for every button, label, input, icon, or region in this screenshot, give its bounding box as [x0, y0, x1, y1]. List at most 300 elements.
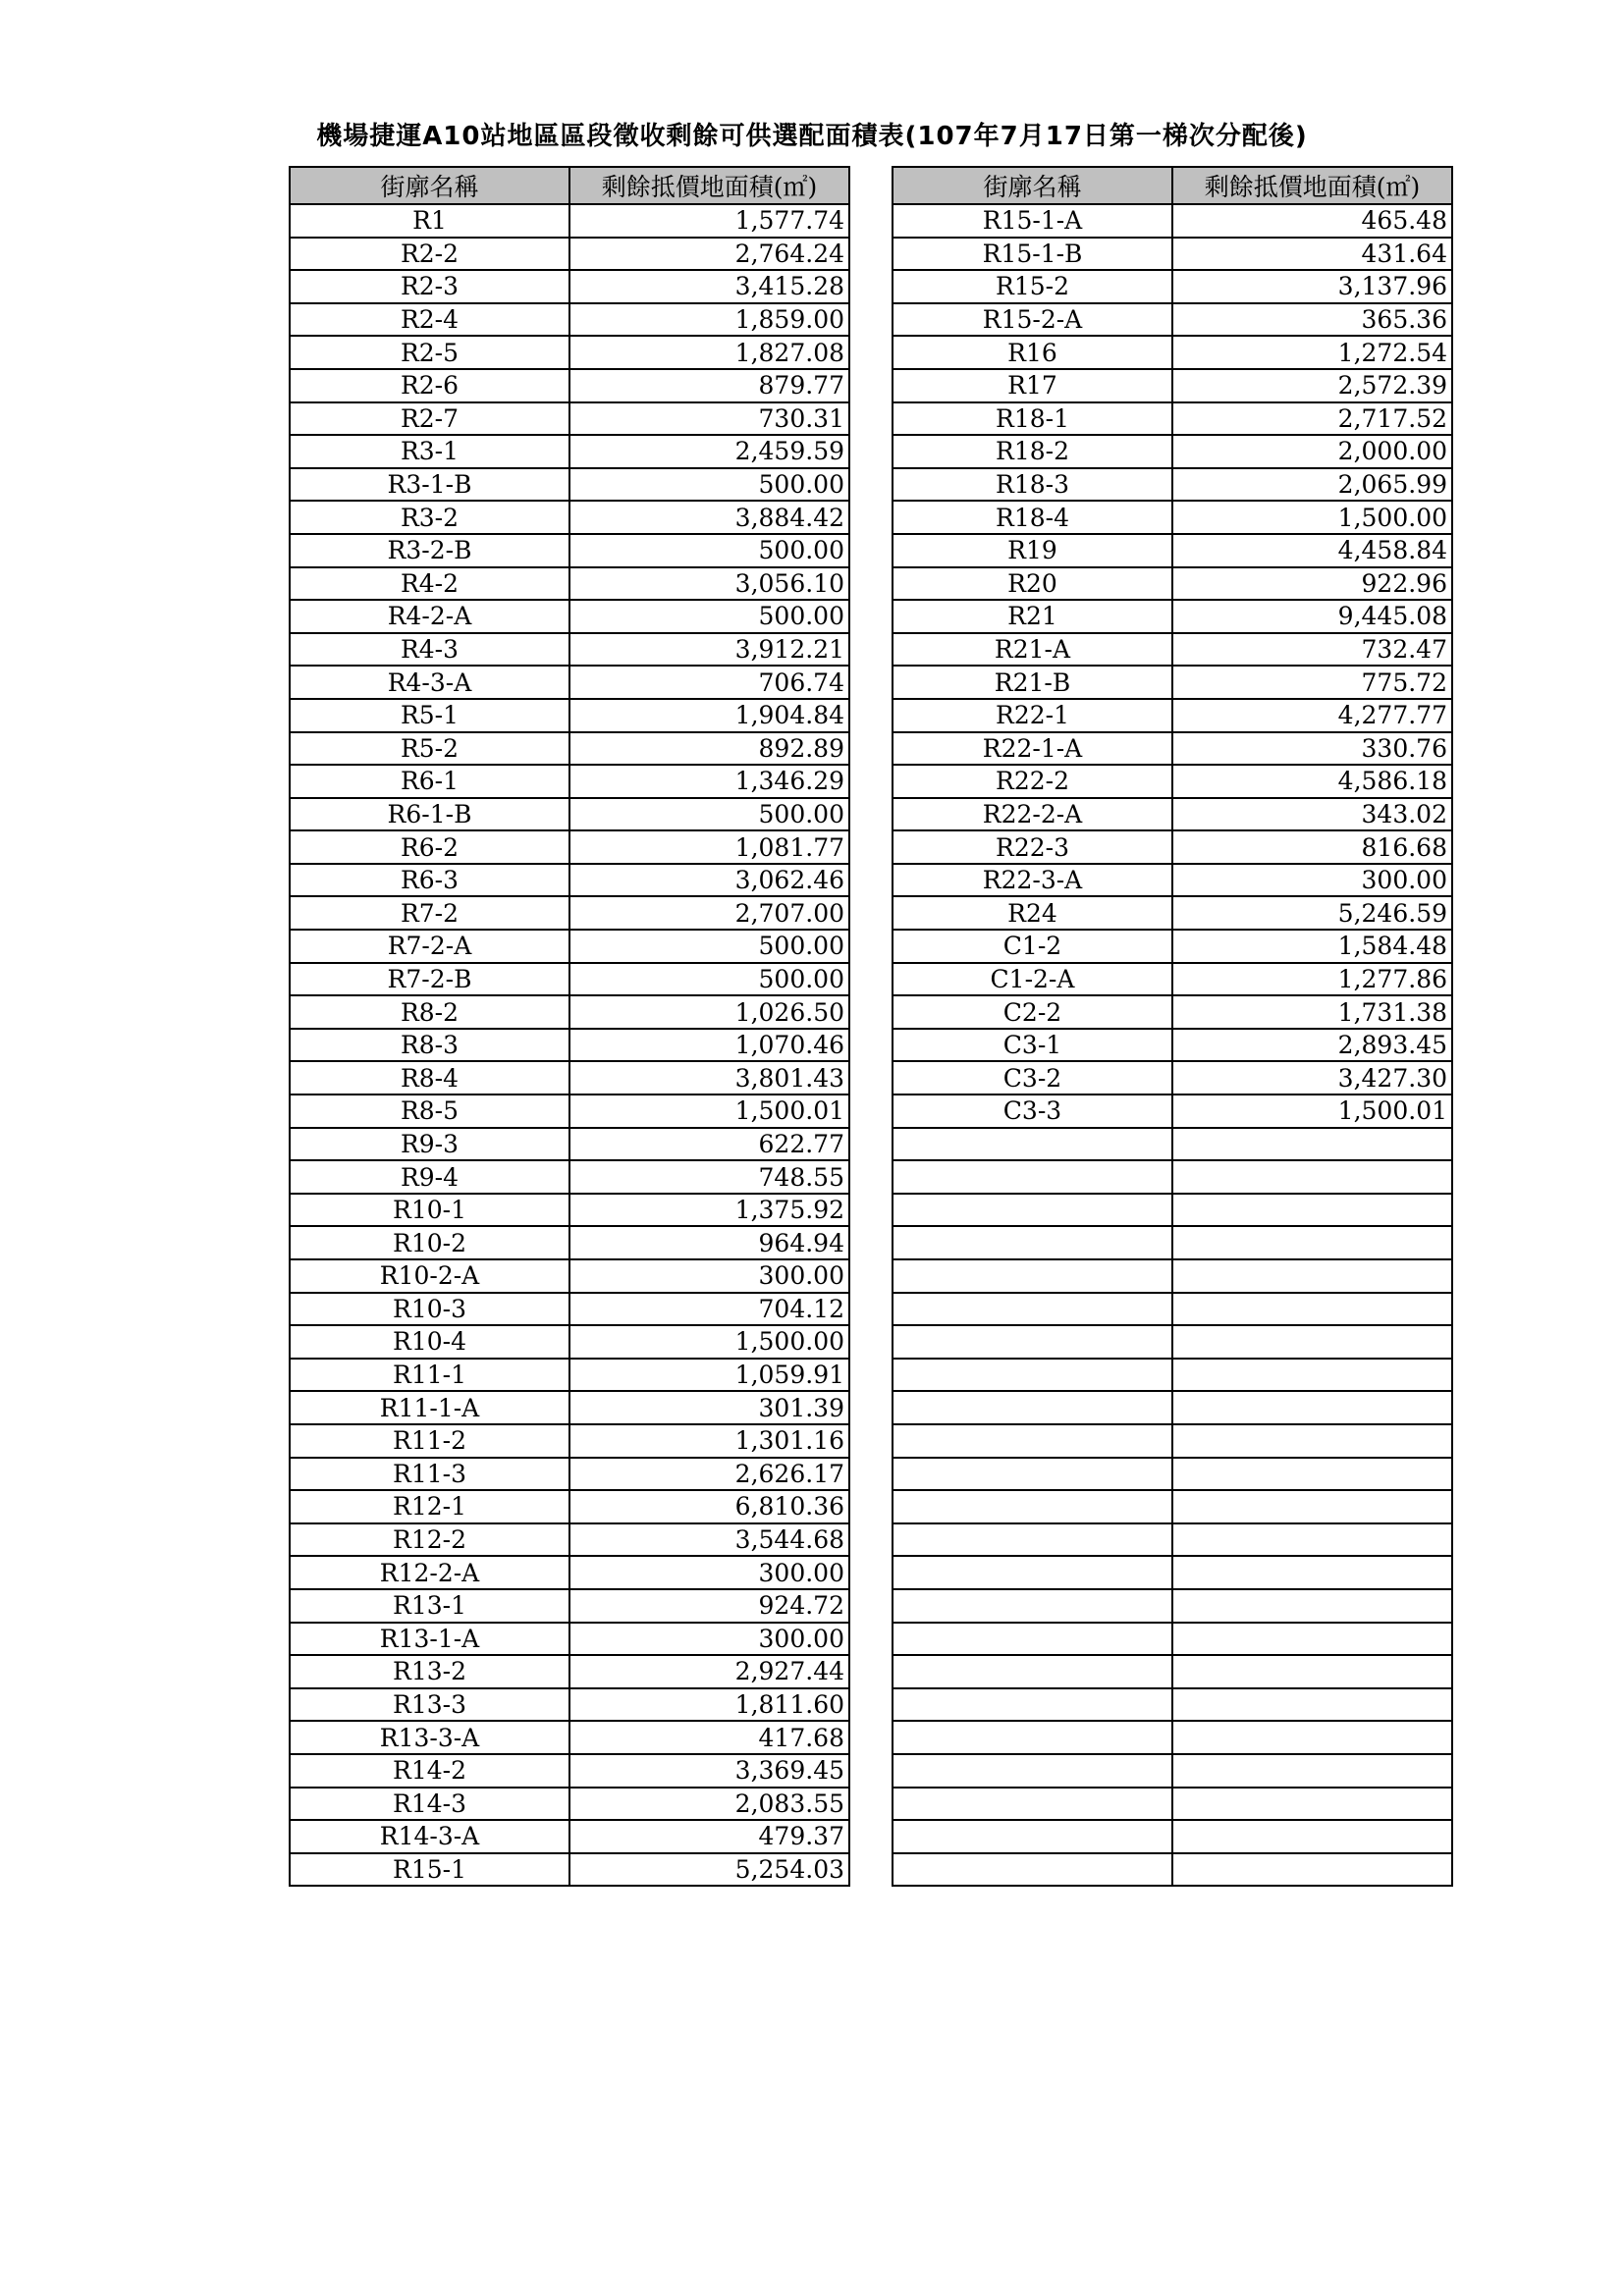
table-row	[893, 1029, 1452, 1062]
remaining-area-cell: 1,301.16	[569, 1424, 849, 1458]
remaining-area-cell: 365.36	[1172, 303, 1452, 337]
block-name-cell: R2-5	[290, 336, 569, 369]
block-name-cell: R9-3	[290, 1128, 569, 1161]
block-name-cell: R10-2	[290, 1226, 569, 1259]
table-row	[893, 1259, 1452, 1293]
block-name-cell: R4-3-A	[290, 666, 569, 699]
table-row	[290, 534, 849, 567]
remaining-area-cell: 9,445.08	[1172, 600, 1452, 633]
table-row	[893, 1391, 1452, 1424]
table-row	[893, 830, 1452, 864]
block-name-cell	[893, 1688, 1172, 1722]
table-row	[893, 1194, 1452, 1227]
block-name-cell	[893, 1458, 1172, 1491]
block-name-cell: R10-1	[290, 1194, 569, 1227]
block-name-cell: R8-4	[290, 1061, 569, 1095]
block-name-cell	[893, 1160, 1172, 1194]
table-row	[290, 1259, 849, 1293]
remaining-area-cell: 330.76	[1172, 732, 1452, 766]
table-row	[893, 468, 1452, 502]
block-name-cell: R17	[893, 369, 1172, 402]
remaining-area-cell: 1,904.84	[569, 699, 849, 732]
table-row	[893, 798, 1452, 831]
remaining-area-cell: 2,626.17	[569, 1458, 849, 1491]
remaining-area-cell: 704.12	[569, 1293, 849, 1326]
table-row	[893, 303, 1452, 337]
table-row	[893, 1589, 1452, 1623]
table-row	[893, 204, 1452, 238]
table-row	[290, 830, 849, 864]
remaining-area-cell: 300.00	[569, 1623, 849, 1656]
block-name-cell: R13-1	[290, 1589, 569, 1623]
remaining-area-cell: 2,459.59	[569, 435, 849, 468]
remaining-area-cell: 2,707.00	[569, 896, 849, 930]
header-block-name: 街廓名稱	[893, 167, 1172, 204]
block-name-cell: R2-3	[290, 270, 569, 303]
table-row	[290, 1754, 849, 1788]
remaining-area-cell: 3,884.42	[569, 501, 849, 534]
table-row	[893, 1095, 1452, 1128]
table-row	[290, 1556, 849, 1589]
block-name-cell: R12-1	[290, 1490, 569, 1523]
table-row	[893, 633, 1452, 667]
table-row	[290, 1788, 849, 1821]
table-row	[893, 238, 1452, 271]
block-name-cell: R4-2-A	[290, 600, 569, 633]
remaining-area-cell: 1,500.00	[1172, 501, 1452, 534]
remaining-area-cell: 500.00	[569, 534, 849, 567]
remaining-area-cell: 500.00	[569, 600, 849, 633]
table-row	[290, 1688, 849, 1722]
remaining-area-cell: 3,415.28	[569, 270, 849, 303]
remaining-area-cell: 2,000.00	[1172, 435, 1452, 468]
block-name-cell: R8-2	[290, 995, 569, 1029]
table-row	[893, 1293, 1452, 1326]
remaining-area-cell	[1172, 1458, 1452, 1491]
block-name-cell: C3-3	[893, 1095, 1172, 1128]
block-name-cell: R11-2	[290, 1424, 569, 1458]
table-row	[290, 468, 849, 502]
remaining-area-cell	[1172, 1226, 1452, 1259]
block-name-cell	[893, 1226, 1172, 1259]
table-row	[290, 732, 849, 766]
remaining-area-cell: 622.77	[569, 1128, 849, 1161]
remaining-area-cell: 1,277.86	[1172, 963, 1452, 996]
block-name-cell	[893, 1589, 1172, 1623]
block-name-cell: R3-1	[290, 435, 569, 468]
block-name-cell: R6-2	[290, 830, 569, 864]
block-name-cell: R7-2-B	[290, 963, 569, 996]
block-name-cell	[893, 1853, 1172, 1887]
block-name-cell: R3-2-B	[290, 534, 569, 567]
table-row	[290, 1160, 849, 1194]
remaining-area-cell	[1172, 1655, 1452, 1688]
remaining-area-cell	[1172, 1523, 1452, 1557]
table-row	[893, 435, 1452, 468]
block-name-cell: R14-3	[290, 1788, 569, 1821]
block-name-cell: R22-1	[893, 699, 1172, 732]
table-row	[290, 1424, 849, 1458]
block-name-cell	[893, 1293, 1172, 1326]
block-name-cell: R18-4	[893, 501, 1172, 534]
remaining-area-cell	[1172, 1359, 1452, 1392]
block-name-cell	[893, 1359, 1172, 1392]
table-row	[893, 402, 1452, 436]
remaining-area-cell	[1172, 1490, 1452, 1523]
block-name-cell: R21-A	[893, 633, 1172, 667]
remaining-area-cell: 1,026.50	[569, 995, 849, 1029]
remaining-area-cell: 3,427.30	[1172, 1061, 1452, 1095]
remaining-area-cell: 1,500.01	[569, 1095, 849, 1128]
remaining-area-cell: 879.77	[569, 369, 849, 402]
block-name-cell: R22-1-A	[893, 732, 1172, 766]
remaining-area-cell: 500.00	[569, 930, 849, 963]
block-name-cell: R22-2	[893, 765, 1172, 798]
table-row	[290, 798, 849, 831]
block-name-cell: C3-2	[893, 1061, 1172, 1095]
table-row	[893, 270, 1452, 303]
block-name-cell: R2-7	[290, 402, 569, 436]
remaining-area-cell: 775.72	[1172, 666, 1452, 699]
block-name-cell	[893, 1754, 1172, 1788]
table-row	[893, 501, 1452, 534]
remaining-area-cell: 301.39	[569, 1391, 849, 1424]
block-name-cell: R18-3	[893, 468, 1172, 502]
block-name-cell: R2-2	[290, 238, 569, 271]
table-row	[290, 501, 849, 534]
remaining-area-cell: 1,346.29	[569, 765, 849, 798]
table-row	[893, 1490, 1452, 1523]
remaining-area-cell: 2,717.52	[1172, 402, 1452, 436]
table-row	[893, 1325, 1452, 1359]
remaining-area-cell: 1,731.38	[1172, 995, 1452, 1029]
block-name-cell: R7-2	[290, 896, 569, 930]
remaining-area-cell: 1,811.60	[569, 1688, 849, 1722]
table-row	[290, 1853, 849, 1887]
table-row	[893, 864, 1452, 897]
block-name-cell: R10-4	[290, 1325, 569, 1359]
table-row	[893, 1523, 1452, 1557]
table-row	[290, 1523, 849, 1557]
remaining-area-cell	[1172, 1853, 1452, 1887]
remaining-area-cell: 1,059.91	[569, 1359, 849, 1392]
table-row	[893, 1226, 1452, 1259]
remaining-area-cell: 2,764.24	[569, 238, 849, 271]
table-row	[893, 1359, 1452, 1392]
block-name-cell: R6-1-B	[290, 798, 569, 831]
remaining-area-cell: 4,277.77	[1172, 699, 1452, 732]
table-row	[290, 1128, 849, 1161]
block-name-cell	[893, 1325, 1172, 1359]
table-row	[290, 896, 849, 930]
table-row	[290, 1095, 849, 1128]
remaining-area-cell: 4,586.18	[1172, 765, 1452, 798]
table-row	[893, 1853, 1452, 1887]
remaining-area-cell	[1172, 1325, 1452, 1359]
table-row	[290, 204, 849, 238]
block-name-cell: R13-2	[290, 1655, 569, 1688]
remaining-area-cell	[1172, 1721, 1452, 1754]
block-name-cell: R6-1	[290, 765, 569, 798]
table-row	[290, 1820, 849, 1853]
block-name-cell: R11-3	[290, 1458, 569, 1491]
remaining-area-cell: 479.37	[569, 1820, 849, 1853]
table-row	[290, 963, 849, 996]
remaining-area-cell: 5,246.59	[1172, 896, 1452, 930]
block-name-cell: R9-4	[290, 1160, 569, 1194]
table-row	[893, 534, 1452, 567]
block-name-cell	[893, 1259, 1172, 1293]
remaining-area-cell: 465.48	[1172, 204, 1452, 238]
table-row	[893, 995, 1452, 1029]
table-row	[893, 1556, 1452, 1589]
remaining-area-cell	[1172, 1194, 1452, 1227]
remaining-area-cell: 732.47	[1172, 633, 1452, 667]
remaining-area-cell	[1172, 1128, 1452, 1161]
block-name-cell: R14-3-A	[290, 1820, 569, 1853]
table-row	[290, 995, 849, 1029]
table-row	[290, 1589, 849, 1623]
block-name-cell: R10-3	[290, 1293, 569, 1326]
block-name-cell: R3-1-B	[290, 468, 569, 502]
block-name-cell: R20	[893, 567, 1172, 601]
table-row	[290, 699, 849, 732]
remaining-area-cell: 730.31	[569, 402, 849, 436]
block-name-cell	[893, 1128, 1172, 1161]
block-name-cell: R11-1-A	[290, 1391, 569, 1424]
block-name-cell: R5-2	[290, 732, 569, 766]
remaining-area-cell: 1,375.92	[569, 1194, 849, 1227]
block-name-cell	[893, 1820, 1172, 1853]
block-name-cell: R8-5	[290, 1095, 569, 1128]
table-row	[290, 930, 849, 963]
remaining-area-cell: 3,369.45	[569, 1754, 849, 1788]
table-row	[290, 567, 849, 601]
block-name-cell: R7-2-A	[290, 930, 569, 963]
block-name-cell	[893, 1424, 1172, 1458]
remaining-area-cell	[1172, 1259, 1452, 1293]
block-name-cell: R12-2-A	[290, 1556, 569, 1589]
remaining-area-cell: 1,070.46	[569, 1029, 849, 1062]
table-row	[893, 1688, 1452, 1722]
table-row	[893, 1160, 1452, 1194]
remaining-area-cell	[1172, 1293, 1452, 1326]
block-name-cell: C2-2	[893, 995, 1172, 1029]
remaining-area-cell: 3,912.21	[569, 633, 849, 667]
table-row	[290, 1391, 849, 1424]
table-row	[893, 1721, 1452, 1754]
table-row	[290, 666, 849, 699]
table-row	[290, 1061, 849, 1095]
remaining-area-cell: 1,500.01	[1172, 1095, 1452, 1128]
table-row	[290, 435, 849, 468]
block-name-cell: R15-1-B	[893, 238, 1172, 271]
block-name-cell	[893, 1194, 1172, 1227]
remaining-area-cell	[1172, 1788, 1452, 1821]
block-name-cell: R11-1	[290, 1359, 569, 1392]
remaining-area-cell	[1172, 1391, 1452, 1424]
remaining-area-cell: 964.94	[569, 1226, 849, 1259]
remaining-area-cell: 1,081.77	[569, 830, 849, 864]
table-row	[290, 1029, 849, 1062]
remaining-area-cell: 4,458.84	[1172, 534, 1452, 567]
block-name-cell	[893, 1788, 1172, 1821]
block-name-cell: R4-3	[290, 633, 569, 667]
remaining-area-cell: 417.68	[569, 1721, 849, 1754]
table-row	[893, 1655, 1452, 1688]
remaining-area-cell: 6,810.36	[569, 1490, 849, 1523]
block-name-cell: R22-3-A	[893, 864, 1172, 897]
remaining-area-cell	[1172, 1556, 1452, 1589]
block-name-cell: R1	[290, 204, 569, 238]
table-row	[893, 1623, 1452, 1656]
table-row	[290, 270, 849, 303]
remaining-area-cell: 816.68	[1172, 830, 1452, 864]
remaining-area-cell	[1172, 1754, 1452, 1788]
remaining-area-cell: 343.02	[1172, 798, 1452, 831]
block-name-cell: C1-2	[893, 930, 1172, 963]
block-name-cell: R15-2-A	[893, 303, 1172, 337]
block-name-cell: R22-2-A	[893, 798, 1172, 831]
remaining-area-cell	[1172, 1623, 1452, 1656]
table-row	[290, 402, 849, 436]
remaining-area-cell: 300.00	[569, 1259, 849, 1293]
remaining-area-cell: 748.55	[569, 1160, 849, 1194]
table-row	[290, 1325, 849, 1359]
block-name-cell: R3-2	[290, 501, 569, 534]
block-name-cell	[893, 1490, 1172, 1523]
block-name-cell: R15-2	[893, 270, 1172, 303]
block-name-cell: R18-2	[893, 435, 1172, 468]
header-remaining-area: 剩餘抵價地面積(㎡)	[569, 167, 849, 204]
block-name-cell: R6-3	[290, 864, 569, 897]
table-row	[893, 1754, 1452, 1788]
block-name-cell: R10-2-A	[290, 1259, 569, 1293]
block-name-cell: R13-3-A	[290, 1721, 569, 1754]
remaining-area-cell: 1,827.08	[569, 336, 849, 369]
block-name-cell: R16	[893, 336, 1172, 369]
remaining-area-cell: 500.00	[569, 468, 849, 502]
table-row	[290, 238, 849, 271]
block-name-cell: R21	[893, 600, 1172, 633]
block-name-cell: R24	[893, 896, 1172, 930]
remaining-area-cell: 924.72	[569, 1589, 849, 1623]
remaining-area-cell: 500.00	[569, 798, 849, 831]
remaining-area-cell: 3,137.96	[1172, 270, 1452, 303]
block-name-cell	[893, 1391, 1172, 1424]
block-name-cell: R21-B	[893, 666, 1172, 699]
table-row	[290, 864, 849, 897]
table-row	[290, 1226, 849, 1259]
remaining-area-cell: 2,065.99	[1172, 468, 1452, 502]
table-row	[893, 567, 1452, 601]
block-name-cell: R12-2	[290, 1523, 569, 1557]
table-row	[893, 896, 1452, 930]
table-row	[290, 633, 849, 667]
table-row	[893, 666, 1452, 699]
remaining-area-cell: 2,893.45	[1172, 1029, 1452, 1062]
remaining-area-cell	[1172, 1589, 1452, 1623]
table-row	[290, 1194, 849, 1227]
remaining-area-table-left	[289, 166, 850, 1887]
header-remaining-area: 剩餘抵價地面積(㎡)	[1172, 167, 1452, 204]
block-name-cell	[893, 1623, 1172, 1656]
block-name-cell: R5-1	[290, 699, 569, 732]
table-row	[893, 765, 1452, 798]
remaining-area-cell: 1,859.00	[569, 303, 849, 337]
table-row	[893, 732, 1452, 766]
table-row	[893, 369, 1452, 402]
block-name-cell	[893, 1556, 1172, 1589]
table-row	[290, 303, 849, 337]
block-name-cell	[893, 1655, 1172, 1688]
block-name-cell: R15-1-A	[893, 204, 1172, 238]
table-row	[290, 1490, 849, 1523]
remaining-area-cell: 2,927.44	[569, 1655, 849, 1688]
block-name-cell: R15-1	[290, 1853, 569, 1887]
remaining-area-cell: 2,572.39	[1172, 369, 1452, 402]
table-row	[290, 1293, 849, 1326]
remaining-area-cell: 3,544.68	[569, 1523, 849, 1557]
block-name-cell: R2-6	[290, 369, 569, 402]
block-name-cell: R18-1	[893, 402, 1172, 436]
table-row	[290, 765, 849, 798]
table-row	[893, 963, 1452, 996]
table-row	[893, 336, 1452, 369]
block-name-cell: C1-2-A	[893, 963, 1172, 996]
table-row	[290, 1655, 849, 1688]
remaining-area-cell: 3,801.43	[569, 1061, 849, 1095]
block-name-cell: R4-2	[290, 567, 569, 601]
remaining-area-cell: 431.64	[1172, 238, 1452, 271]
remaining-area-cell: 3,056.10	[569, 567, 849, 601]
table-row	[290, 369, 849, 402]
remaining-area-cell: 2,083.55	[569, 1788, 849, 1821]
remaining-area-cell: 1,272.54	[1172, 336, 1452, 369]
table-row	[893, 1788, 1452, 1821]
remaining-area-cell: 706.74	[569, 666, 849, 699]
table-row	[893, 1061, 1452, 1095]
table-row	[893, 699, 1452, 732]
remaining-area-cell: 1,500.00	[569, 1325, 849, 1359]
remaining-area-cell: 3,062.46	[569, 864, 849, 897]
block-name-cell: C3-1	[893, 1029, 1172, 1062]
block-name-cell: R8-3	[290, 1029, 569, 1062]
table-row	[893, 1128, 1452, 1161]
remaining-area-cell	[1172, 1688, 1452, 1722]
header-block-name: 街廓名稱	[290, 167, 569, 204]
table-row	[290, 1359, 849, 1392]
block-name-cell: R14-2	[290, 1754, 569, 1788]
block-name-cell: R13-1-A	[290, 1623, 569, 1656]
table-header-row	[290, 167, 849, 204]
table-row	[290, 1623, 849, 1656]
page-title: 機場捷運A10站地區區段徵收剩餘可供選配面積表(107年7月17日第一梯次分配後)	[316, 122, 1308, 151]
block-name-cell	[893, 1721, 1172, 1754]
remaining-area-cell: 922.96	[1172, 567, 1452, 601]
table-row	[893, 600, 1452, 633]
remaining-area-cell	[1172, 1160, 1452, 1194]
block-name-cell	[893, 1523, 1172, 1557]
table-row	[893, 1458, 1452, 1491]
table-row	[290, 1721, 849, 1754]
table-row	[893, 930, 1452, 963]
table-row	[290, 600, 849, 633]
remaining-area-cell: 5,254.03	[569, 1853, 849, 1887]
table-row	[290, 336, 849, 369]
block-name-cell: R13-3	[290, 1688, 569, 1722]
block-name-cell: R22-3	[893, 830, 1172, 864]
